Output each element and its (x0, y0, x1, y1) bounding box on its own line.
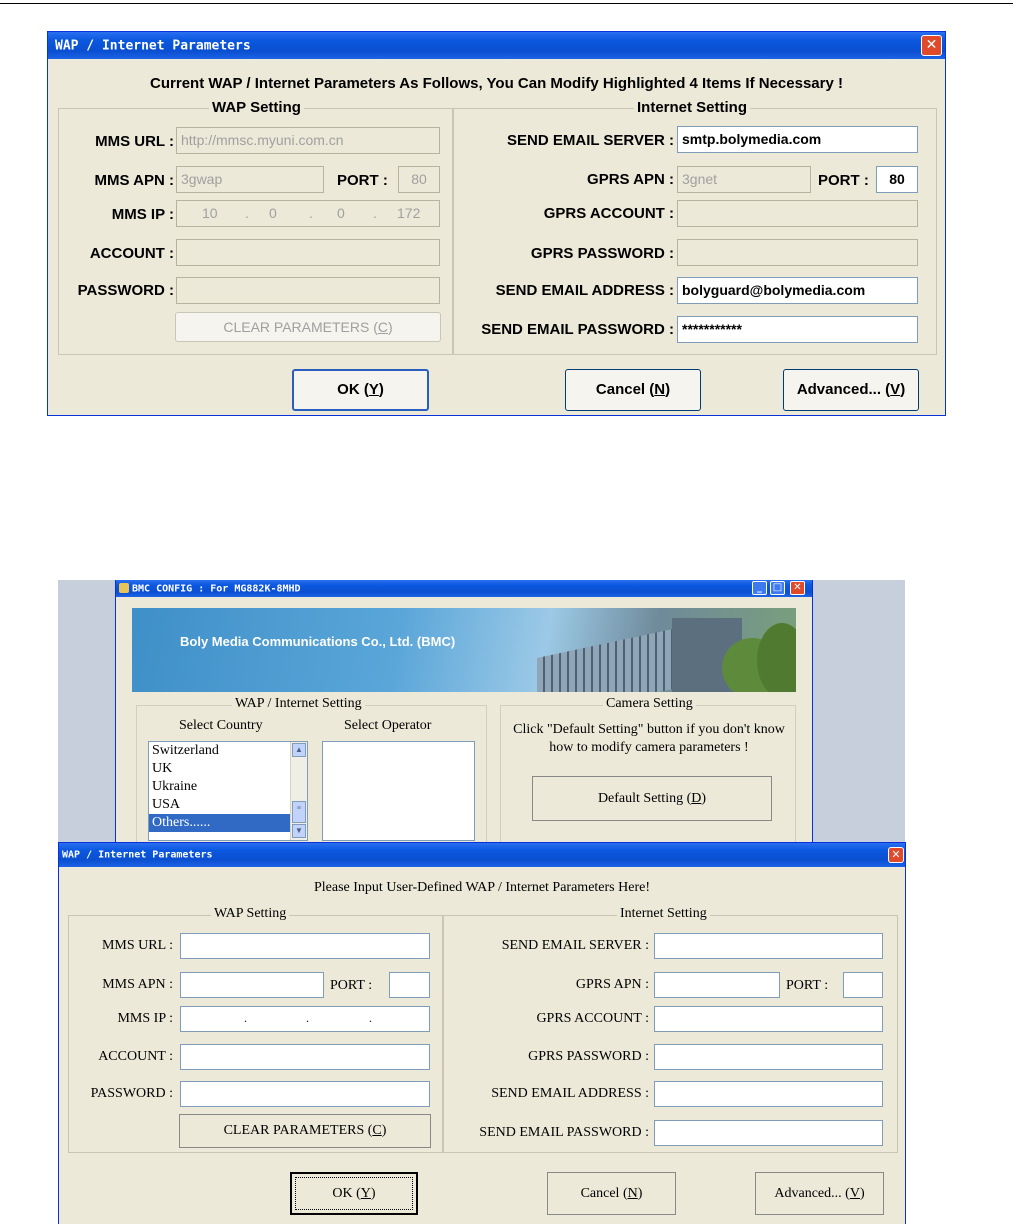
send-email-address-field[interactable] (654, 1081, 883, 1107)
title-bar[interactable] (48, 32, 945, 59)
mms-apn-field[interactable]: 3gwap (176, 166, 324, 193)
ip-dot: . (245, 205, 249, 221)
gprs-apn-label: GPRS APN : (575, 977, 649, 992)
mms-ip-label: MMS IP : (117, 1011, 173, 1026)
account-field[interactable] (180, 1044, 430, 1070)
send-email-address-label: SEND EMAIL ADDRESS : (491, 1086, 649, 1101)
ip-octet-4: 172 (397, 205, 421, 221)
ip-octet-2: 0 (269, 205, 277, 221)
scroll-down-icon[interactable]: ▼ (292, 824, 306, 838)
app-icon (119, 583, 129, 593)
close-icon[interactable]: ✕ (888, 847, 904, 863)
password-label: PASSWORD : (90, 1086, 173, 1101)
mms-apn-label: MMS APN : (102, 977, 173, 992)
bmc-banner-image (132, 608, 796, 692)
cancel-button[interactable]: Cancel (N) (547, 1172, 676, 1215)
mms-port-label: PORT : (330, 978, 373, 993)
password-field[interactable] (176, 277, 440, 304)
gprs-password-field[interactable] (677, 239, 918, 266)
gprs-port-field[interactable]: 80 (876, 166, 918, 193)
mms-port-field[interactable]: 80 (398, 166, 440, 193)
list-item-selected[interactable]: Others...... (149, 814, 291, 832)
list-item[interactable]: USA (152, 797, 181, 812)
send-email-password-field[interactable] (654, 1120, 883, 1146)
gprs-password-field[interactable] (654, 1044, 883, 1070)
select-country-label: Select Country (179, 718, 263, 733)
close-icon[interactable]: ✕ (921, 35, 942, 56)
ip-dot: . (373, 205, 377, 221)
gprs-port-label: PORT : (786, 978, 829, 993)
scroll-up-icon[interactable]: ▲ (292, 743, 306, 757)
scroll-thumb[interactable]: ≡ (292, 801, 306, 823)
wap-setting-title: WAP Setting (209, 99, 304, 116)
mms-port-label: PORT : (337, 172, 388, 189)
bmc-config-window (115, 580, 813, 842)
gprs-port-field[interactable] (843, 972, 883, 998)
wap-setting-title: WAP Setting (211, 906, 289, 922)
ip-dot: . (309, 205, 313, 221)
dialog-header: Please Input User-Defined WAP / Internet Parameters Here! (314, 880, 650, 895)
clear-parameters-button[interactable]: CLEAR PARAMETERS (C) (179, 1114, 431, 1148)
advanced-button[interactable]: Advanced... (V) (755, 1172, 884, 1215)
account-label: ACCOUNT : (89, 245, 174, 262)
gprs-apn-label: GPRS APN : (587, 171, 674, 188)
default-setting-button[interactable]: Default Setting (D) (532, 776, 772, 821)
mms-apn-label: MMS APN : (94, 172, 174, 189)
send-email-server-field[interactable]: smtp.bolymedia.com (677, 126, 918, 153)
gprs-apn-field[interactable]: 3gnet (677, 166, 811, 193)
ip-octet-3: 0 (337, 205, 345, 221)
ok-button[interactable]: OK (Y) (290, 1172, 418, 1215)
mms-url-label: MMS URL : (101, 938, 173, 953)
ip-octet-1: 10 (202, 205, 218, 221)
send-email-password-field[interactable]: *********** (677, 316, 918, 343)
gprs-password-label: GPRS PASSWORD : (530, 245, 674, 262)
send-email-address-field[interactable]: bolyguard@bolymedia.com (677, 277, 918, 304)
camera-setting-title: Camera Setting (603, 696, 696, 712)
wap-internet-parameters-dialog-user-defined (58, 842, 906, 1224)
ip-dot: . (369, 1011, 372, 1025)
send-email-server-field[interactable] (654, 933, 883, 959)
gprs-account-label: GPRS ACCOUNT : (536, 1011, 649, 1026)
advanced-button[interactable]: Advanced... (V) (783, 369, 919, 411)
list-item[interactable]: Ukraine (152, 779, 198, 794)
mms-apn-field[interactable] (180, 972, 324, 998)
mms-port-field[interactable] (389, 972, 430, 998)
list-item[interactable]: UK (152, 761, 173, 776)
minimize-icon[interactable]: _ (752, 581, 767, 595)
wap-internet-setting-title: WAP / Internet Setting (232, 696, 365, 712)
wap-internet-parameters-dialog-current (47, 31, 946, 416)
password-label: PASSWORD : (77, 282, 174, 299)
title-bar[interactable] (59, 843, 905, 867)
mms-ip-field[interactable] (180, 1006, 430, 1032)
maximize-icon[interactable]: □ (770, 581, 785, 595)
mms-ip-field[interactable] (176, 200, 440, 227)
account-label: ACCOUNT : (98, 1049, 173, 1064)
window-title: WAP / Internet Parameters (55, 38, 251, 53)
dialog-header: Current WAP / Internet Parameters As Follows, You Can Modify Highlighted 4 Items If Necessary ! (150, 75, 843, 92)
select-operator-label: Select Operator (344, 718, 432, 733)
country-list[interactable] (148, 741, 308, 841)
gprs-account-field[interactable] (677, 200, 918, 227)
gprs-apn-field[interactable] (654, 972, 780, 998)
window-title: WAP / Internet Parameters (62, 849, 213, 861)
send-email-password-label: SEND EMAIL PASSWORD : (481, 321, 674, 338)
bmc-window-title: BMC CONFIG : For MG882K-8MHD (132, 583, 301, 594)
account-field[interactable] (176, 239, 440, 266)
gprs-account-label: GPRS ACCOUNT : (543, 205, 674, 222)
country-list-scrollbar[interactable] (290, 742, 307, 840)
ok-button[interactable]: OK (Y) (292, 369, 429, 411)
close-icon[interactable]: ✕ (790, 581, 805, 595)
mms-ip-label: MMS IP : (111, 206, 174, 223)
operator-list[interactable] (322, 741, 475, 841)
ip-dot: . (244, 1011, 247, 1025)
camera-hint-text: Click "Default Setting" button if you don't know how to modify camera parameters ! (513, 722, 785, 755)
mms-url-field[interactable]: http://mmsc.myuni.com.cn (176, 127, 440, 154)
gprs-port-label: PORT : (818, 172, 869, 189)
bmc-title-bar[interactable] (116, 580, 812, 597)
gprs-account-field[interactable] (654, 1006, 883, 1032)
internet-setting-title: Internet Setting (617, 906, 710, 922)
gprs-password-label: GPRS PASSWORD : (528, 1049, 649, 1064)
mms-url-field[interactable] (180, 933, 430, 959)
password-field[interactable] (180, 1081, 430, 1107)
send-email-server-label: SEND EMAIL SERVER : (507, 132, 674, 149)
cancel-button[interactable]: Cancel (N) (565, 369, 701, 411)
tree (757, 623, 796, 692)
ip-dot: . (306, 1011, 309, 1025)
building-facade (537, 626, 687, 692)
clear-parameters-button[interactable]: CLEAR PARAMETERS (C) (175, 312, 441, 342)
internet-setting-title: Internet Setting (634, 99, 750, 116)
list-item[interactable]: Switzerland (152, 743, 219, 758)
banner-company-name: Boly Media Communications Co., Ltd. (BMC) (180, 634, 456, 649)
send-email-address-label: SEND EMAIL ADDRESS : (495, 282, 674, 299)
page-top-rule (0, 3, 1013, 4)
send-email-server-label: SEND EMAIL SERVER : (501, 938, 649, 953)
send-email-password-label: SEND EMAIL PASSWORD : (479, 1125, 649, 1140)
mms-url-label: MMS URL : (95, 133, 174, 150)
